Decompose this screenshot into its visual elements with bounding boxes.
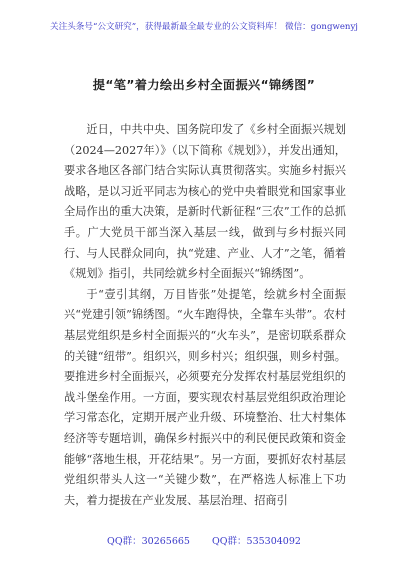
footer-qq-group-2: QQ群：535304092 xyxy=(211,536,301,547)
document-title: 提“笔”着力绘出乡村全面振兴“锦绣图” xyxy=(92,78,316,92)
document-body xyxy=(64,120,346,511)
paragraph-1: 近日，中共中央、国务院印发了《乡村全面振兴规划（2024—2027年）》（以下简称《规划》），并发出通知，要求各地区各部门结合实际认真贯彻落实。实施乡村振兴战略，是以习近平同志为核心的党中央着眼党和国家事业全局作出的重大决策，是新时代新征程“三农”工作的总抓手。广大党员干部当深入基层一线，做到与乡村振兴同行、与人民群众同向，执“党建、产业、人才”之笔，循着《规划》指引，共同绘就乡村全面振兴“锦绣图”。 xyxy=(64,123,346,281)
footer-qq-group-1: QQ群：30265665 xyxy=(107,536,190,547)
footer xyxy=(0,533,408,547)
header-banner: 关注头条号“公文研究”，获得最新最全最专业的公文资料库！ 微信：gongwenyj xyxy=(50,22,358,32)
paragraph-2: 于“壹引其纲，万目皆张”处提笔，绘就乡村全面振兴“党建引领”锦绣图。“火车跑得快，全靠车头带”。农村基层党组织是乡村全面振兴的“火车头”，是密切联系群众的关键“纽带”。组织兴，则乡村兴；组织强，则乡村强。要推进乡村全面振兴，必须要充分发挥农村基层党组织的战斗堡垒作用。一方面，要实现农村基层党组织政治理论学习常态化，定期开展产业升级、环境整治、壮大村集体经济等专题培训，确保乡村振兴中的利民便民政策和资金能够“落地生根，开花结果”。另一方面，要抓好农村基层党组织带头人这一“关键少数”，在严格选人标准上下功夫，着力提拔在产业发展、基层治理、招商引 xyxy=(64,287,346,507)
